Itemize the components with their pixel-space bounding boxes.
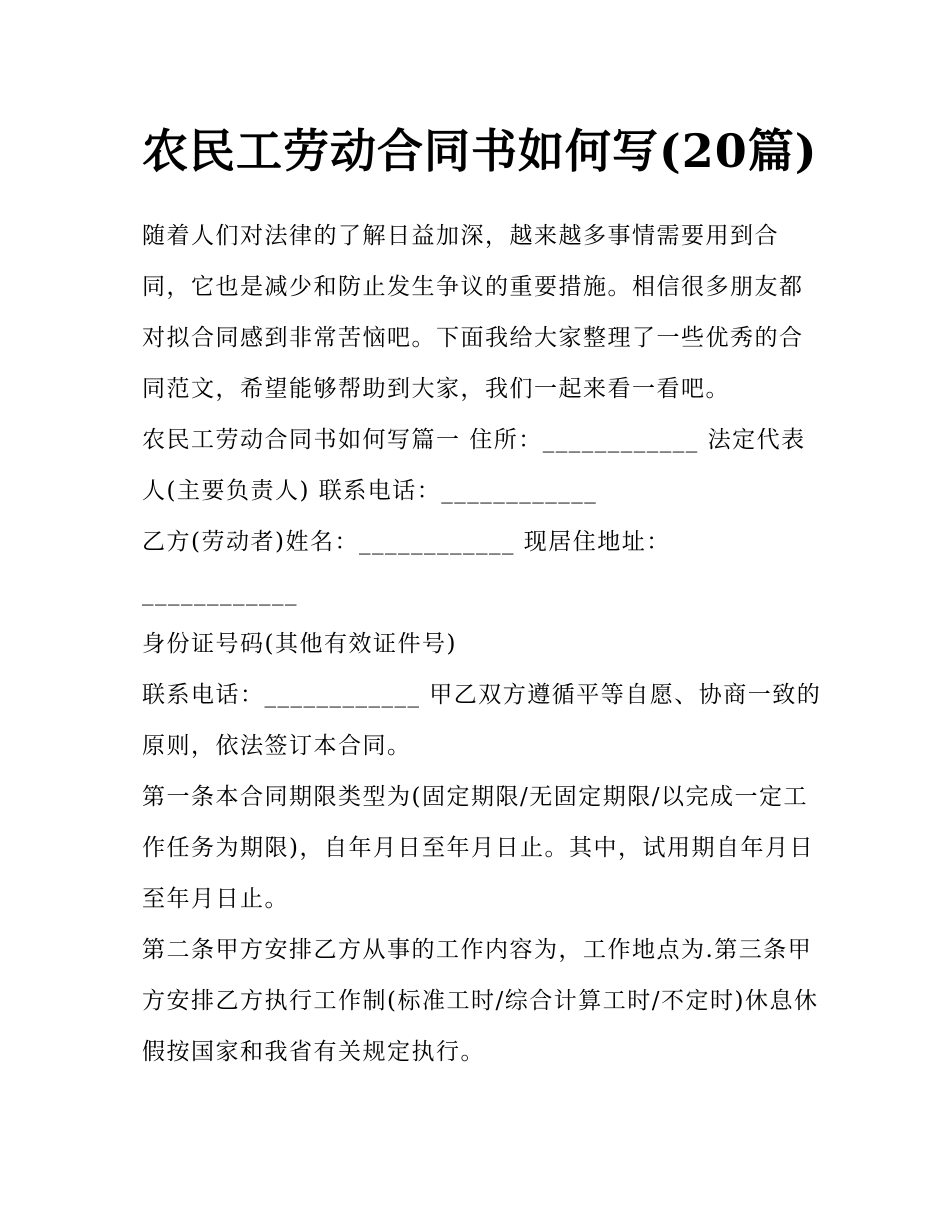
article-two-paragraph: 第二条甲方安排乙方从事的工作内容为，工作地点为.第三条甲方安排乙方执行工作制(标准工时/综合计算工时/不定时)休息休假按国家和我省有关规定执行。 xyxy=(142,937,819,1065)
document-body xyxy=(142,211,822,1078)
contact-paragraph: 联系电话：____________ 甲乙双方遵循平等自愿、协商一致的原则，依法签订本合同。 xyxy=(142,682,822,759)
intro-paragraph: 随着人们对法律的了解日益加深，越来越多事情需要用到合同，它也是减少和防止发生争议的重要措施。相信很多朋友都对拟合同感到非常苦恼吧。下面我给大家整理了一些优秀的合同范文，希望能够帮助到大家，我们一起来看一看吧。 xyxy=(142,223,804,402)
document-title: 农民工劳动合同书如何写(20篇) xyxy=(142,124,818,178)
id-number-paragraph: 身份证号码(其他有效证件号) xyxy=(142,631,457,657)
document-page xyxy=(142,114,822,1078)
party-b-paragraph: 乙方(劳动者)姓名：____________ 现居住地址：____________ xyxy=(142,529,671,606)
party-a-paragraph: 农民工劳动合同书如何写篇一 住所：____________ 法定代表人(主要负责人) 联系电话：____________ xyxy=(142,427,806,504)
article-one-paragraph: 第一条本合同期限类型为(固定期限/无固定期限/以完成一定工作任务为期限)，自年月日至年月日止。其中，试用期自年月日至年月日止。 xyxy=(142,784,814,912)
